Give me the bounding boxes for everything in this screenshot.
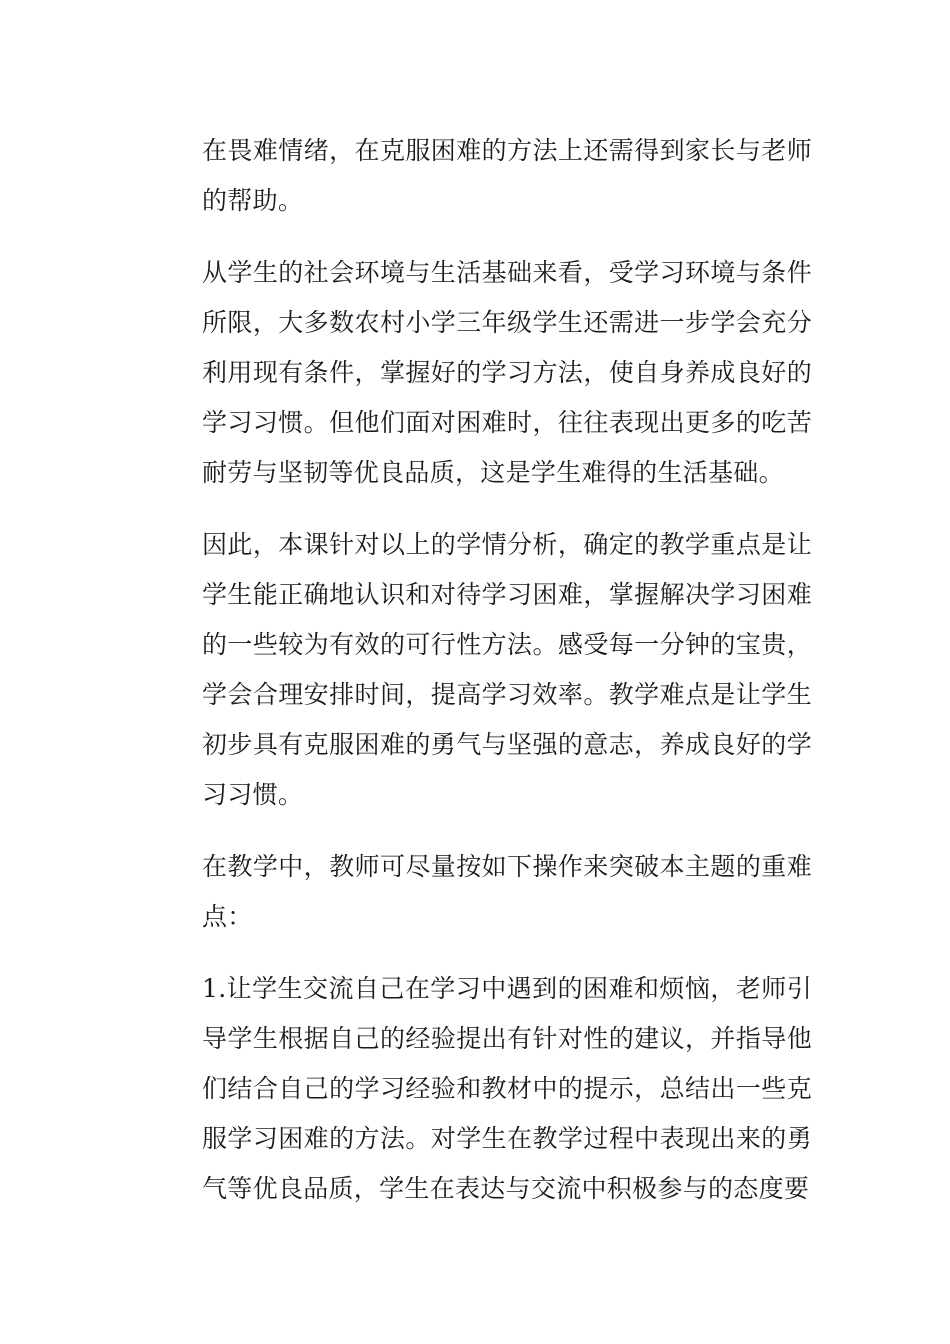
paragraph-2: 从学生的社会环境与生活基础来看，受学习环境与条件所限，大多数农村小学三年级学生还需进一步学会充分利用现有条件，掌握好的学习方法，使自身养成良好的学习习惯。但他们面对困难时，往往表现出更多的吃苦耐劳与坚韧等优良品质，这是学生难得的生活基础。 — [202, 258, 812, 487]
paragraph-4: 在教学中，教师可尽量按如下操作来突破本主题的重难点： — [202, 852, 812, 931]
paragraph-5: 1.让学生交流自己在学习中遇到的困难和烦恼，老师引导学生根据自己的经验提出有针对性的建议，并指导他们结合自己的学习经验和教材中的提示，总结出一些克服学习困难的方法。对学生在教学过程中表现出来的勇气等优良品质，学生在表达与交流中积极参与的态度要 — [202, 974, 812, 1203]
document-body — [202, 126, 812, 1236]
paragraph-3: 因此，本课针对以上的学情分析，确定的教学重点是让学生能正确地认识和对待学习困难，掌握解决学习困难的一些较为有效的可行性方法。感受每一分钟的宝贵，学会合理安排时间，提高学习效率。教学难点是让学生初步具有克服困难的勇气与坚强的意志，养成良好的学习习惯。 — [202, 530, 812, 809]
paragraph-1: 在畏难情绪，在克服困难的方法上还需得到家长与老师的帮助。 — [202, 136, 812, 215]
